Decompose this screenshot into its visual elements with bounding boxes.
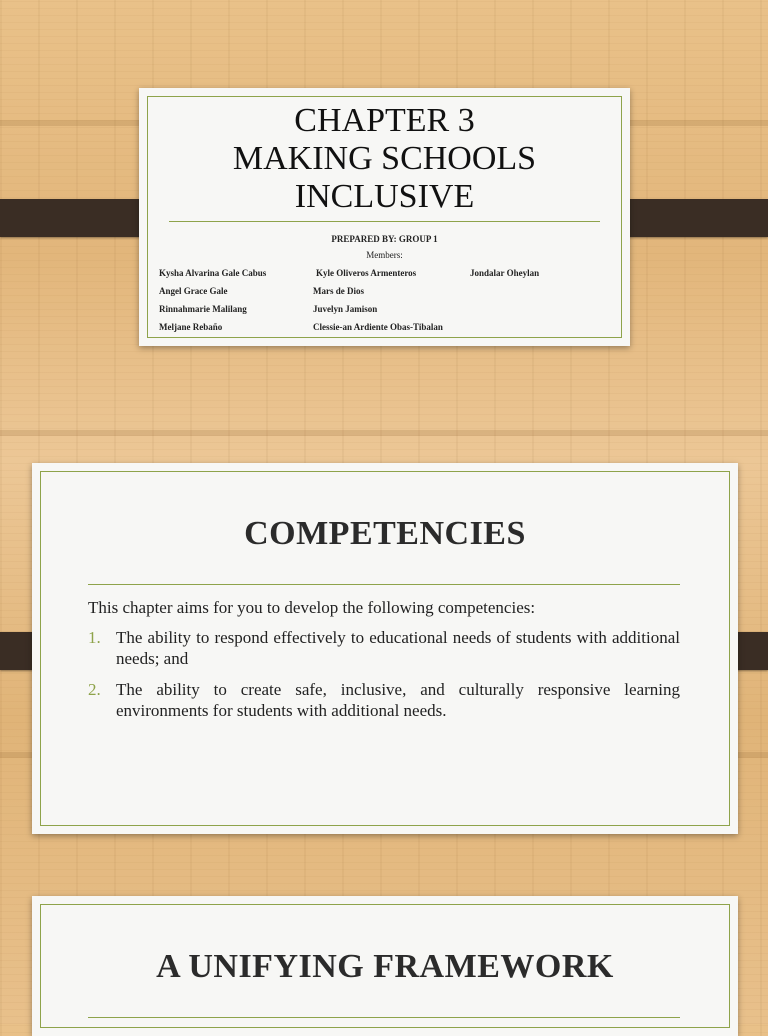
member-name: Jondalar Oheylan <box>470 268 540 278</box>
intro-text: This chapter aims for you to develop the following competencies: <box>88 598 536 617</box>
heading-divider <box>88 584 680 585</box>
list-number: 2. <box>88 680 101 699</box>
heading-divider <box>88 1017 680 1018</box>
member-name: Meljane Rebaño <box>159 322 223 332</box>
member-name: Clessie-an Ardiente Obas-Tibalan <box>313 322 443 332</box>
list-item <box>88 679 680 721</box>
member-name: Kysha Alvarina Gale Cabus <box>159 268 267 278</box>
framework-slide[interactable] <box>32 896 738 1036</box>
slide-heading: COMPETENCIES <box>244 515 526 552</box>
members-label: Members: <box>366 250 403 260</box>
slide1-left-bar <box>0 199 155 237</box>
title-line: INCLUSIVE <box>294 178 475 215</box>
member-name: Juvelyn Jamison <box>313 304 378 314</box>
member-name: Angel Grace Gale <box>159 286 228 296</box>
member-name: Kyle Oliveros Armenteros <box>316 268 417 278</box>
prepared-by: PREPARED BY: GROUP 1 <box>331 234 438 244</box>
title-divider <box>169 221 600 222</box>
title-slide[interactable] <box>139 88 630 346</box>
title-line: MAKING SCHOOLS <box>232 140 537 177</box>
slide-heading: A UNIFYING FRAMEWORK <box>156 948 614 985</box>
competencies-slide[interactable] <box>32 463 738 834</box>
list-item-text: The ability to respond effectively to educational needs of students with additional needs; and <box>116 628 680 668</box>
wood-seam <box>0 430 768 436</box>
slide-title <box>139 102 630 216</box>
title-line: CHAPTER 3 <box>294 102 475 139</box>
member-name: Rinnahmarie Malilang <box>159 304 247 314</box>
list-item-text: The ability to create safe, inclusive, and culturally responsive learning environments for students with additional needs. <box>116 680 680 720</box>
slide1-right-bar <box>613 199 768 237</box>
list-item <box>88 627 680 669</box>
competency-list <box>88 627 680 731</box>
list-number: 1. <box>88 628 101 647</box>
member-name: Mars de Dios <box>313 286 364 296</box>
